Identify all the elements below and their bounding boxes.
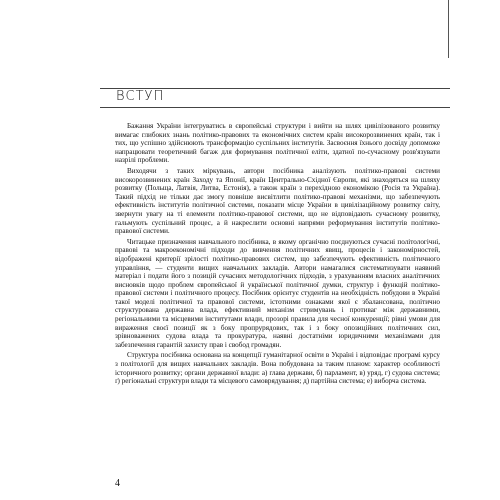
page-number: 4 <box>115 478 120 489</box>
paragraph: Структура посібника основана на концепції гуманітарної освіти в Україні і відповідає програмі курсу з політології для вищих навчальних закладів. Вона побудована за таким планом: характер особливості історичного розвитку; органи державної влади: а) глава держави, б) парламент, в) уряд, г) судова система; ґ) регіональні структури влади та місцевого самоврядування; д) партійна система; е) виборча система. <box>115 351 440 386</box>
body-text <box>115 122 440 388</box>
chapter-header <box>100 88 450 108</box>
chapter-title: ВСТУП <box>116 89 165 104</box>
header-rule-bottom <box>100 107 450 108</box>
paragraph: Виходячи з таких міркувань, автори посібника аналізують політико-правові системи високорозвинених країн Заходу та Японії, країн Центрально-Східної Європи, які знаходяться на шляху розвитку (Польща, Латвія, Литва, Естонія), а також країн з перехідною економікою (Росія та Україна). Такий підхід не тільки дає змогу повніше висвітлити політико-правові механізми, що забезпечують ефективність інститутів політичної системи, показати місце України в цивілізаційному розвитку світу, звернути увагу на ті елементи політико-правової системи, що не відповідають сучасному розвитку, гальмують суспільний процес, а й накреслити основні напрями реформування інститутів політико-правової системи. <box>115 166 440 236</box>
paragraph: Бажання України інтегруватись в європейські структури і вийти на шлях цивілізованого розвитку вимагає глибоких знань політико-правових та економічних систем країн високорозвинених країн, так і тих, що успішно здійснюють трансформацію суспільних інститутів. Засвоєння їхнього досвіду допоможе напрацювати теоретичний багаж для формування політичної еліти, здатної по-сучасному розв'язувати назрілі проблеми. <box>115 122 440 165</box>
margin-rule <box>448 0 449 58</box>
paragraph: Читацьке призначення навчального посібника, в якому органічно поєднуються сучасні політологічні, правові та макроекономічні підходи до вивчення політичних явищ, процесів і закономірностей, відображені критерії зрілості політико-правових систем, що забезпечують ефективність політичного управління, — студенти вищих навчальних закладів. Автори намагалися систематизувати наявний матеріал і подати його з позицій сучасних методологічних підходів, з урахуванням власних аналітичних висновків щодо проблем європейської й української політичної думки, структур і функцій політико-правової системи і політичного процесу. Посібник орієнтує студентів на необхідність побудови в Україні такої моделі політичної та правової системи, істотними ознаками якої є збалансована, політично структурована державна влада, ефективний механізм стримувань і противаг між державними, регіональними та місцевими інститутами влади, прозорі правила для чесної конкуренції; рівні умови для вираження своєї позиції як з боку пропрурядових, так і з боку опозиційних політичних сил, зрівноважених судова влада та прокуратура, наявні достатніми юридичними механізмами для забезпечення гарантій захисту прав і свобод громадян. <box>115 237 440 349</box>
